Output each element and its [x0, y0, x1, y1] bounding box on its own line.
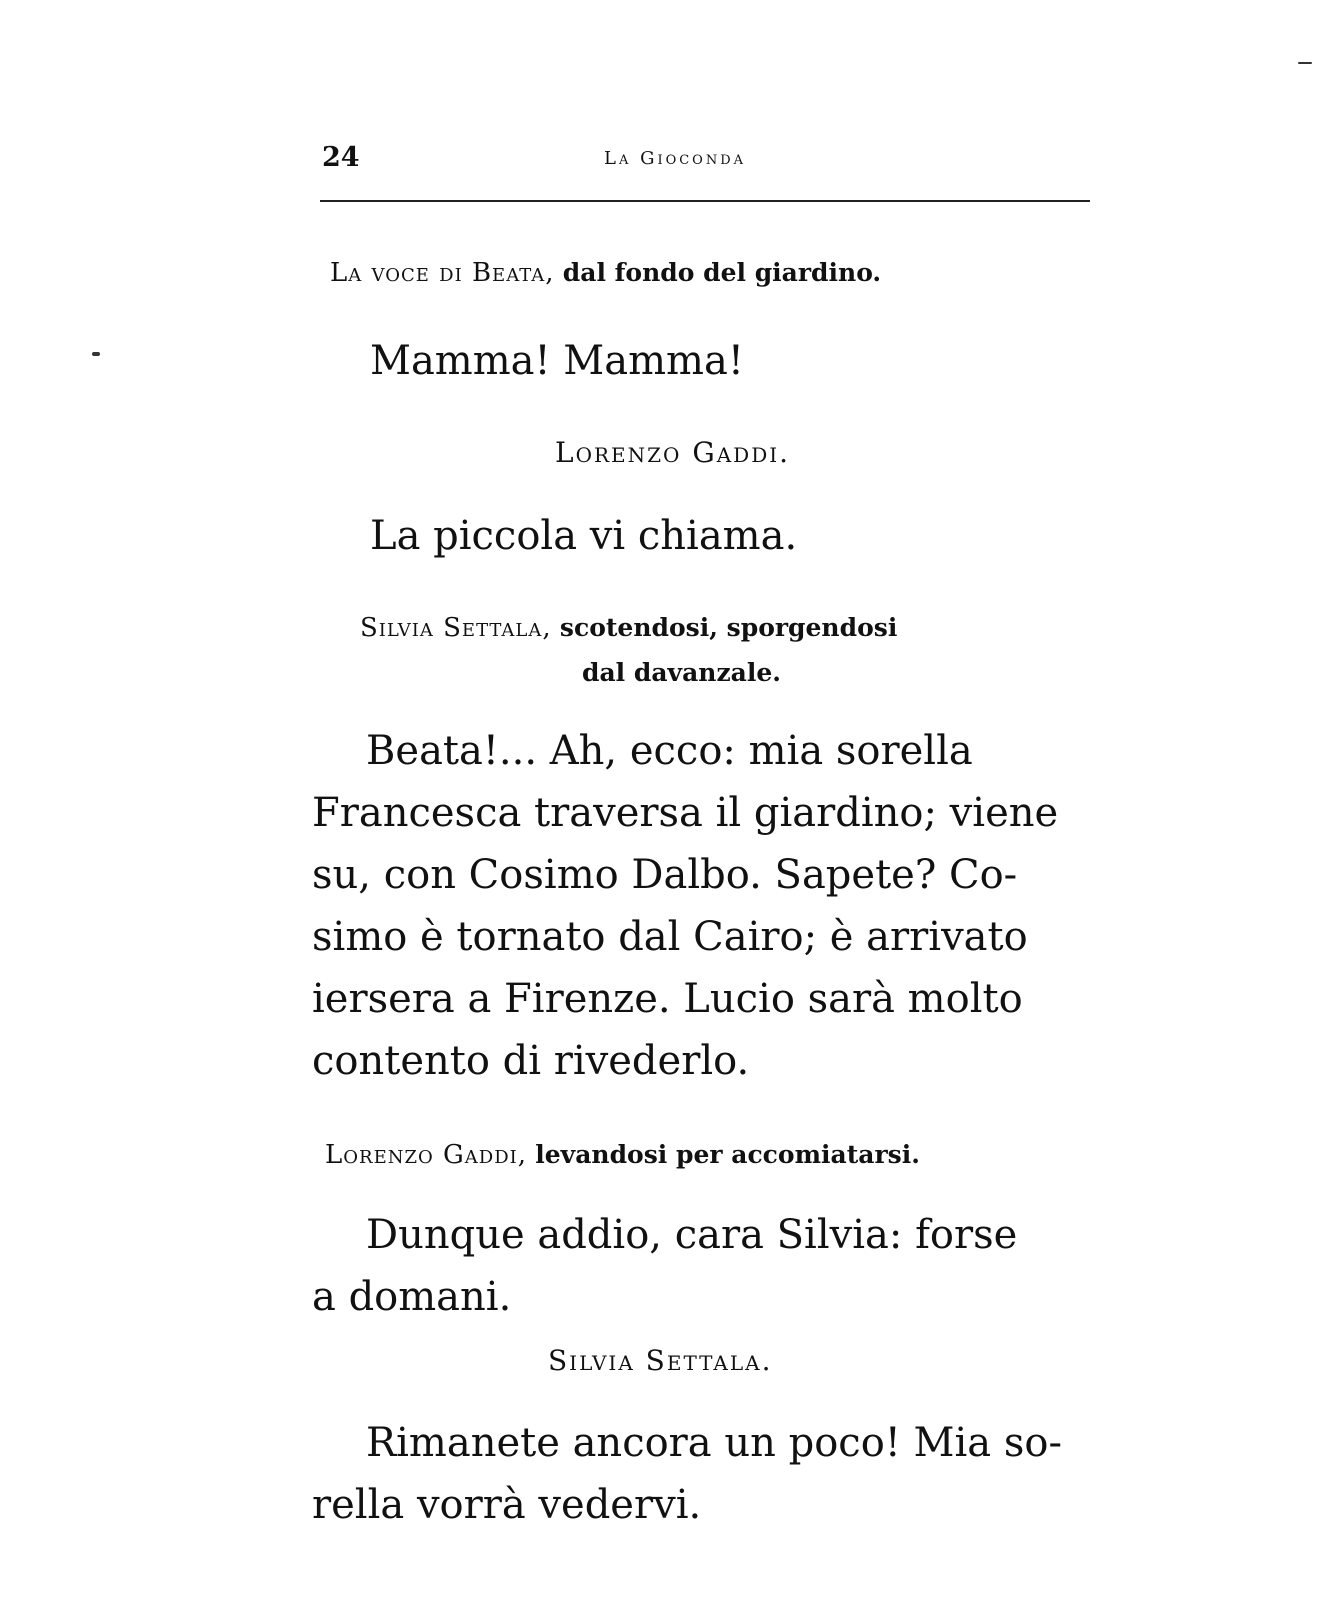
speech-block: [370, 505, 1070, 567]
speech-block: [312, 1204, 1092, 1328]
speech-line: Beata!... Ah, ecco: mia sorella: [366, 728, 973, 774]
stage-direction-continued: [582, 658, 781, 689]
speech-line: rella vorrà vedervi.: [312, 1482, 702, 1528]
speech-line: Rimanete ancora un poco! Mia so-: [366, 1420, 1062, 1466]
speech-line: Mamma! Mamma!: [370, 338, 744, 384]
speech-line: iersera a Firenze. Lucio sarà molto: [312, 976, 1023, 1022]
character-name: La voce di Beata,: [330, 258, 555, 288]
speech-line: contento di rivederlo.: [312, 1038, 750, 1084]
stage-direction: [325, 1140, 920, 1171]
header-rule: [320, 200, 1090, 202]
direction-text: dal davanzale.: [582, 658, 781, 687]
speech-line: Francesca traversa il giardino; viene: [312, 790, 1059, 836]
direction-text: levandosi per accomiatarsi.: [535, 1140, 920, 1169]
running-title: La Gioconda: [604, 148, 747, 169]
direction-text: scotendosi, sporgendosi: [559, 613, 898, 642]
speech-line: a domani.: [312, 1274, 512, 1320]
scan-speck: [92, 352, 100, 356]
stage-direction: [360, 613, 897, 644]
stage-direction: [330, 258, 881, 289]
speech-block: [370, 330, 1070, 392]
direction-text: dal fondo del giardino.: [562, 258, 882, 287]
scan-speck: [1298, 62, 1312, 64]
speech-block: [312, 1412, 1092, 1536]
speech-line: La piccola vi chiama.: [370, 513, 798, 559]
speech-line: su, con Cosimo Dalbo. Sapete? Co-: [312, 852, 1018, 898]
speech-line: simo è tornato dal Cairo; è arrivato: [312, 914, 1028, 960]
page-number: 24: [322, 142, 360, 173]
speech-block: [312, 720, 1092, 1092]
speaker-name: Lorenzo Gaddi.: [555, 436, 791, 469]
character-name: Silvia Settala,: [360, 613, 552, 643]
speaker-name: Silvia Settala.: [548, 1344, 773, 1377]
character-name: Lorenzo Gaddi,: [325, 1140, 527, 1170]
speech-line: Dunque addio, cara Silvia: forse: [366, 1212, 1018, 1258]
